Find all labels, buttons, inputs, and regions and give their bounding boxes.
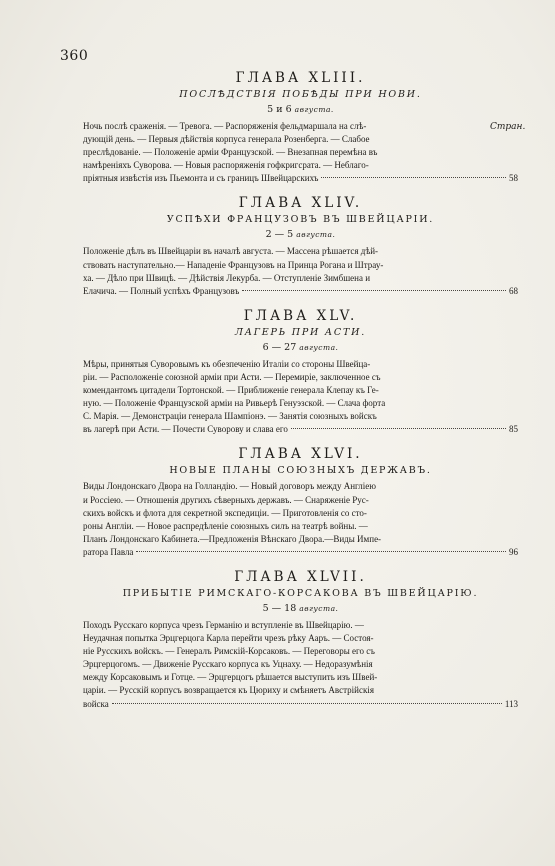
summary-line: скихъ войскъ и флота для секретной экспедиціи. — Приготовленія со сто- xyxy=(83,507,367,518)
chapter-title: ГЛАВА XLIV. xyxy=(238,195,363,212)
chapter-date-month: августа. xyxy=(296,230,336,240)
chapter-page-number: 85 xyxy=(509,424,518,435)
chapter-subtitle: НОВЫЕ ПЛАНЫ СОЮЗНЫХЪ ДЕРЖАВЪ. xyxy=(169,465,432,477)
chapter-summary xyxy=(83,619,518,711)
chapter-summary xyxy=(83,245,518,297)
chapter-entry xyxy=(83,308,518,437)
summary-line: С. Марія. — Демонстраціи генерала Шампіонэ. — Занятія союзныхъ войскъ xyxy=(83,411,377,422)
chapter-date xyxy=(83,342,518,353)
chapter-title: ГЛАВА XLV. xyxy=(243,307,358,324)
chapter-page-number: 68 xyxy=(509,285,518,296)
summary-line: ратора Павла xyxy=(83,546,134,557)
summary-line: ха. — Дѣло при Швицѣ. — Дѣйствія Лекурба. — Отступленіе Зимбшена и xyxy=(83,272,371,283)
chapter-date-month: августа. xyxy=(294,105,334,114)
summary-line: преслѣдованіе. — Положеніе арміи Французской. — Внезапная перемѣна въ xyxy=(83,147,378,158)
chapter-summary xyxy=(83,120,518,185)
chapter-entry xyxy=(83,569,518,711)
summary-line: Виды Лондонскаго Двора на Голландію. — Новый договоръ между Англіею xyxy=(83,481,377,492)
summary-line: царіи. — Русскій корпусъ возвращается къ Цюриху и смѣняетъ Австрійскія xyxy=(83,685,374,696)
summary-line: въ лагерѣ при Асти. — Почести Суворову и слава его xyxy=(83,424,288,435)
summary-line: ствовать наступательно.— Нападеніе Французовъ на Принца Рогана и Штрау- xyxy=(83,259,384,270)
chapter-entry xyxy=(83,70,518,185)
chapter-title: ГЛАВА XLVII. xyxy=(234,568,367,585)
summary-line: Елачича. — Полный успѣхъ Французовъ xyxy=(83,285,240,296)
summary-line: ніе Русскихъ войскъ. — Генералъ Римскій-Корсаковъ. — Переговоры его съ xyxy=(83,646,375,657)
chapter-date xyxy=(83,229,518,240)
chapter-date-days: 5 и 6 xyxy=(267,104,292,115)
summary-line: между Корсаковымъ и Готце. — Эрцгерцогъ рѣшается выступить изъ Швей- xyxy=(83,672,378,683)
summary-line: ріи. — Расположеніе союзной арміи при Асти. — Перемиріе, заключенное съ xyxy=(83,371,381,382)
chapter-date-days: 6 — 27 xyxy=(262,341,297,353)
summary-last-line xyxy=(83,172,518,185)
page-column-label: Стран. xyxy=(490,122,526,132)
chapter-title: ГЛАВА XLIII. xyxy=(235,70,366,86)
chapter-subtitle: ПОСЛѢДСТВІЯ ПОБѢДЫ ПРИ НОВИ. xyxy=(179,89,422,100)
table-of-contents xyxy=(83,70,518,711)
chapter-date-days: 5 — 18 xyxy=(262,602,297,614)
summary-line: Планъ Лондонскаго Кабинета.—Предложенія Вѣнскаго Двора.—Виды Импе- xyxy=(83,533,382,544)
summary-line: ную. — Положеніе Французской арміи на Ривьерѣ Генуэзской. — Слача форта xyxy=(83,398,386,409)
summary-line: роны Англіи. — Новое распредѣленіе союзныхъ силъ на театрѣ войны. — xyxy=(83,520,368,531)
chapter-subtitle: ЛАГЕРЬ ПРИ АСТИ. xyxy=(234,326,367,338)
dot-leader xyxy=(136,551,506,552)
summary-line: Ночь послѣ сраженія. — Тревога. — Распоряженія фельдмаршала на слѣ- xyxy=(83,121,367,131)
chapter-page-number: 58 xyxy=(509,173,518,184)
summary-line: Походъ Русскаго корпуса чрезъ Германію и вступленіе въ Швейцарію. — xyxy=(83,619,364,630)
summary-line: войска xyxy=(83,698,109,709)
chapter-subtitle: УСПѢХИ ФРАНЦУЗОВЪ ВЪ ШВЕЙЦАРІИ. xyxy=(166,214,435,226)
summary-last-line xyxy=(83,698,518,711)
dot-leader xyxy=(112,703,502,704)
summary-line: и Россіею. — Отношенія другихъ сѣверныхъ державъ. — Снаряженіе Рус- xyxy=(83,494,369,505)
chapter-date xyxy=(83,104,518,115)
dot-leader xyxy=(242,290,506,291)
chapter-title: ГЛАВА XLVI. xyxy=(238,446,363,463)
summary-line: намѣреніяхъ Суворова. — Новыя распоряженія гофкригсрата. — Неблаго- xyxy=(83,160,369,171)
chapter-date-days: 2 — 5 xyxy=(265,229,294,241)
dot-leader xyxy=(291,428,506,429)
page-number: 360 xyxy=(60,48,89,64)
chapter-summary xyxy=(83,358,518,437)
chapter-date-month: августа. xyxy=(299,603,339,613)
summary-line: Мѣры, принятыя Суворовымъ къ обезпеченію Италіи со стороны Швейца- xyxy=(83,358,371,369)
chapter-summary xyxy=(83,480,518,559)
summary-last-line xyxy=(83,285,518,298)
chapter-entry xyxy=(83,195,518,297)
summary-line: Неудачная попытка Эрцгерцога Карла перейти чрезъ рѣку Ааръ. — Состоя- xyxy=(83,633,374,644)
chapter-date xyxy=(83,603,518,614)
summary-line: Эрцгерцогомъ. — Движеніе Русскаго корпуса къ Уцнаху. — Недоразумѣнія xyxy=(83,659,373,670)
chapter-subtitle: ПРИБЫТІЕ РИМСКАГО-КОРСАКОВА ВЪ ШВЕЙЦАРІЮ. xyxy=(122,587,479,599)
summary-line: комендантомъ цитадели Тортонской. — Приближеніе генерала Клепау къ Ге- xyxy=(83,385,379,396)
chapter-page-number: 96 xyxy=(509,546,518,557)
chapter-entry xyxy=(83,446,518,559)
summary-line: дующій день. — Первыя дѣйствія корпуса генерала Розенберга. — Слабое xyxy=(83,134,370,145)
summary-line: пріятныя извѣстія изъ Пьемонта и съ границъ Швейцарскихъ xyxy=(83,173,319,184)
chapter-page-number: 113 xyxy=(504,698,518,709)
dot-leader xyxy=(321,177,506,178)
summary-last-line xyxy=(83,423,518,436)
chapter-date-month: августа. xyxy=(299,342,339,352)
summary-last-line xyxy=(83,546,518,559)
summary-line: Положеніе дѣлъ въ Швейцаріи въ началѣ августа. — Массена рѣшается дѣй- xyxy=(83,246,379,257)
